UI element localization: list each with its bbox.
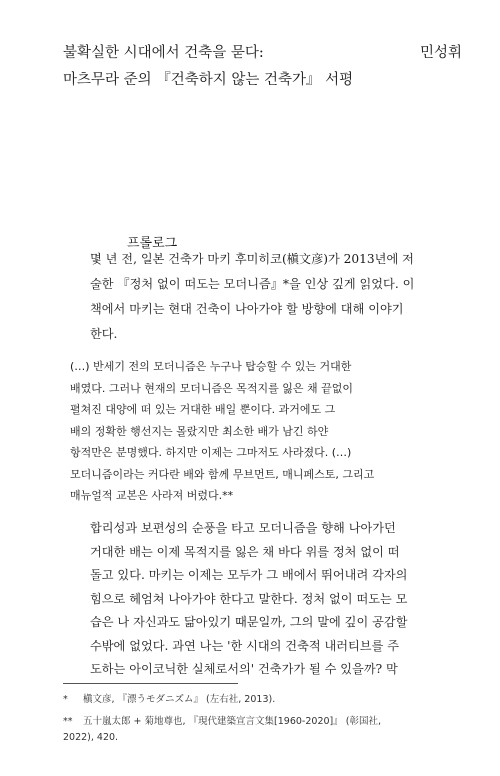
- quote-line: (…) 반세기 전의 모더니즘은 누구나 탑승할 수 있는 거대한: [70, 360, 352, 373]
- quote-line: 펼쳐진 대양에 떠 있는 거대한 배일 뿐이다. 과거에도 그: [70, 403, 336, 416]
- text-line: 책에서 마키는 현대 건축이 나아가야 할 방향에 대해 이야기: [90, 302, 404, 316]
- footnote-text: 2022), 420.: [63, 732, 119, 743]
- subtitle-line: 마츠무라 준의 『건축하지 않는 건축가』 서평: [63, 72, 354, 88]
- footnote-1: [63, 692, 423, 708]
- quote-line: 모더니즘이라는 커다란 배와 함께 무브먼트, 매니페스토, 그리고: [70, 467, 375, 481]
- quote-line: 항적만은 분명했다. 하지만 이제는 그마저도 사라졌다. (…): [70, 446, 352, 459]
- section-heading-prologue: 프롤로그: [127, 236, 178, 251]
- text-line: 도하는 아이코닉한 실체로서의' 건축가가 될 수 있을까? 막: [90, 662, 398, 676]
- intro-paragraph: [90, 247, 430, 347]
- quote-line: 배였다. 그러나 현재의 모더니즘은 목적지를 잃은 채 끝없이: [70, 381, 353, 395]
- text-line: 돌고 있다. 마키는 이제는 모두가 그 배에서 뛰어내려 각자의: [90, 568, 408, 582]
- footnote-marker: **: [63, 716, 73, 727]
- article-title: [63, 40, 353, 94]
- text-line: 술한 『정처 없이 떠도는 모더니즘』*을 인상 깊게 읽었다. 이: [90, 277, 415, 291]
- footnote-text: 五十嵐太郎 + 菊地尊也, 『現代建築宣言文集[1960-2020]』 (彰国社,: [83, 716, 381, 727]
- title-line: 불확실한 시대에서 건축을 묻다:: [63, 45, 264, 61]
- footnote-divider: [63, 683, 238, 684]
- body-paragraph: [90, 517, 435, 682]
- text-line: 합리성과 보편성의 순풍을 타고 모더니즘을 향해 나아가던: [90, 521, 396, 535]
- block-quote: [70, 356, 420, 507]
- text-line: 몇 년 전, 일본 건축가 마키 후미히코(槇文彦)가 2013년에 저: [90, 252, 414, 266]
- text-line: 거대한 배는 이제 목적지를 잃은 채 바다 위를 정처 없이 떠: [90, 544, 400, 559]
- author-name: 민성휘: [419, 45, 462, 61]
- footnote-text: 槇文彦, 『漂うモダニズム』 (左右社, 2013).: [83, 694, 276, 705]
- footnote-2: [63, 714, 423, 746]
- text-line: 수밖에 없었다. 과연 나는 '한 시대의 건축적 내러티브를 주: [90, 638, 399, 653]
- quote-line: 매뉴얼적 교본은 사라져 버렸다.**: [70, 489, 234, 502]
- quote-line: 배의 정확한 행선지는 몰랐지만 최소한 배가 남긴 하얀: [70, 424, 329, 438]
- text-line: 습은 나 자신과도 닮아있기 때문일까, 그의 말에 깊이 공감할: [90, 615, 408, 629]
- footnote-marker: *: [63, 694, 68, 705]
- text-line: 힘으로 헤엄쳐 나아가야 한다고 말한다. 정처 없이 떠도는 모: [90, 591, 408, 606]
- footnotes: [63, 692, 423, 752]
- text-line: 한다.: [90, 327, 118, 341]
